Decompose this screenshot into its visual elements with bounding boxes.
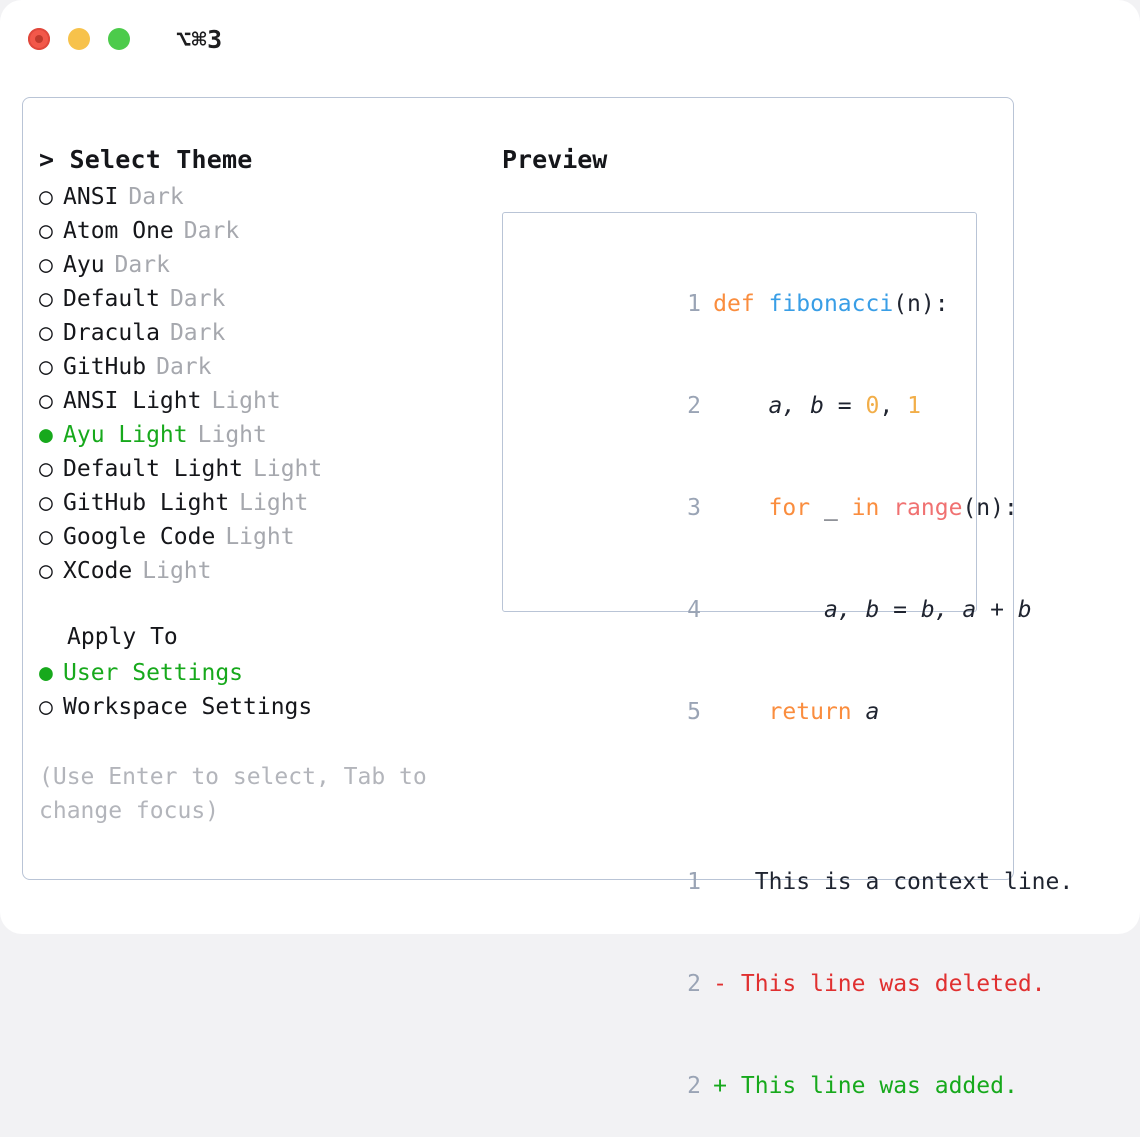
main-panel (22, 97, 1074, 1099)
radio-icon: ○ (39, 388, 53, 414)
theme-name: Atom One (63, 218, 174, 244)
code-token: (n): (962, 495, 1018, 521)
diff-text: This line was deleted. (727, 971, 1046, 997)
code-token: a, b = b, a + b (713, 597, 1032, 623)
line-number: 3 (687, 495, 702, 521)
theme-name: GitHub (63, 354, 147, 380)
radio-icon: ○ (39, 694, 53, 720)
code-token: fibonacci (768, 291, 894, 317)
diff-line-context (521, 831, 1074, 933)
theme-variant: Dark (114, 252, 170, 278)
minimize-button[interactable] (68, 28, 90, 50)
theme-variant: Dark (156, 354, 212, 380)
diff-marker: + (713, 1073, 728, 1099)
theme-variant: Light (253, 456, 323, 482)
theme-variant: Light (225, 524, 295, 550)
radio-icon: ○ (39, 456, 53, 482)
theme-name: ANSI (63, 184, 119, 210)
radio-icon: ○ (39, 184, 53, 210)
radio-icon: ○ (39, 524, 53, 550)
apply-to-label: User Settings (63, 660, 244, 686)
title-bar (0, 0, 1140, 78)
code-line (521, 661, 976, 763)
theme-name: Default Light (63, 456, 244, 482)
theme-variant: Dark (169, 286, 226, 312)
line-number: 2 (687, 971, 702, 997)
radio-icon: ○ (39, 354, 53, 380)
spacer (521, 797, 976, 831)
code-line (521, 457, 1018, 559)
theme-variant: Dark (169, 320, 226, 346)
code-token: def (713, 291, 769, 317)
diff-line-added (521, 1035, 1018, 1137)
code-line (521, 355, 976, 457)
line-number: 1 (687, 291, 702, 317)
window-title: ⌥⌘3 (176, 24, 223, 54)
theme-list (39, 180, 499, 588)
code-token: for (713, 495, 824, 521)
theme-name: Google Code (63, 524, 216, 550)
close-button[interactable] (28, 28, 50, 50)
apply-to-heading: Apply To (67, 624, 178, 650)
list-item[interactable] (39, 520, 499, 554)
code-token: return (713, 699, 866, 725)
list-item[interactable] (39, 248, 499, 282)
diff-marker: - (713, 971, 728, 997)
theme-selector (39, 145, 499, 828)
list-item[interactable] (39, 282, 499, 316)
preview-panel (502, 145, 1074, 1099)
code-token: a, b = (713, 393, 866, 419)
list-item[interactable] (39, 214, 499, 248)
spacer (521, 763, 976, 797)
diff-line-deleted (521, 933, 1046, 1035)
theme-variant: Light (239, 490, 309, 516)
radio-icon: ○ (39, 490, 53, 516)
diff-marker (713, 869, 727, 895)
code-token: a (865, 699, 880, 725)
preview-code-box (502, 212, 1074, 1099)
theme-variant: Dark (128, 184, 184, 210)
radio-icon: ○ (39, 320, 53, 346)
apply-to-item-workspace-settings[interactable] (39, 690, 499, 724)
list-item[interactable] (39, 384, 499, 418)
list-item[interactable] (39, 554, 499, 588)
radio-icon: ○ (39, 558, 53, 584)
theme-name: Ayu (63, 252, 105, 278)
theme-variant: Light (211, 388, 281, 414)
diff-text: This is a context line. (727, 869, 1074, 895)
list-item[interactable] (39, 452, 499, 486)
theme-name: Dracula (63, 320, 160, 346)
line-number: 1 (687, 869, 702, 895)
line-number: 5 (687, 699, 702, 725)
theme-variant: Light (142, 558, 212, 584)
code-token: (n): (893, 291, 949, 317)
preview-heading: Preview (502, 145, 608, 174)
theme-name: Default (63, 286, 160, 312)
select-theme-heading: > Select Theme (39, 145, 253, 174)
list-item-selected[interactable] (39, 418, 499, 452)
code-line (521, 559, 1032, 661)
theme-name: Ayu Light (63, 422, 188, 448)
keyboard-hint: (Use Enter to select, Tab to change focus) (39, 764, 441, 824)
code-token: , (879, 393, 908, 419)
code-token: _ (823, 495, 852, 521)
theme-name: ANSI Light (63, 388, 202, 414)
code-line (521, 253, 976, 355)
code-token: range (893, 495, 963, 521)
list-item[interactable] (39, 180, 499, 214)
line-number: 2 (687, 393, 702, 419)
theme-name: XCode (63, 558, 133, 584)
line-number: 2 (687, 1073, 702, 1099)
maximize-button[interactable] (108, 28, 130, 50)
list-item[interactable] (39, 316, 499, 350)
radio-icon: ○ (39, 286, 53, 312)
radio-icon: ○ (39, 218, 53, 244)
diff-text: This line was added. (727, 1073, 1018, 1099)
theme-name: GitHub Light (63, 490, 230, 516)
apply-to-item-user-settings[interactable] (39, 656, 499, 690)
apply-to-label: Workspace Settings (63, 694, 313, 720)
apply-to-list (39, 656, 499, 724)
radio-icon: ○ (39, 252, 53, 278)
code-token: in (851, 495, 894, 521)
line-number: 4 (687, 597, 702, 623)
code-token: 1 (907, 393, 921, 419)
code-token: 0 (865, 393, 880, 419)
list-item[interactable] (39, 350, 499, 384)
radio-icon-selected: ● (39, 660, 53, 686)
list-item[interactable] (39, 486, 499, 520)
theme-variant: Light (197, 422, 267, 448)
radio-icon-selected: ● (39, 422, 53, 448)
theme-variant: Dark (183, 218, 240, 244)
